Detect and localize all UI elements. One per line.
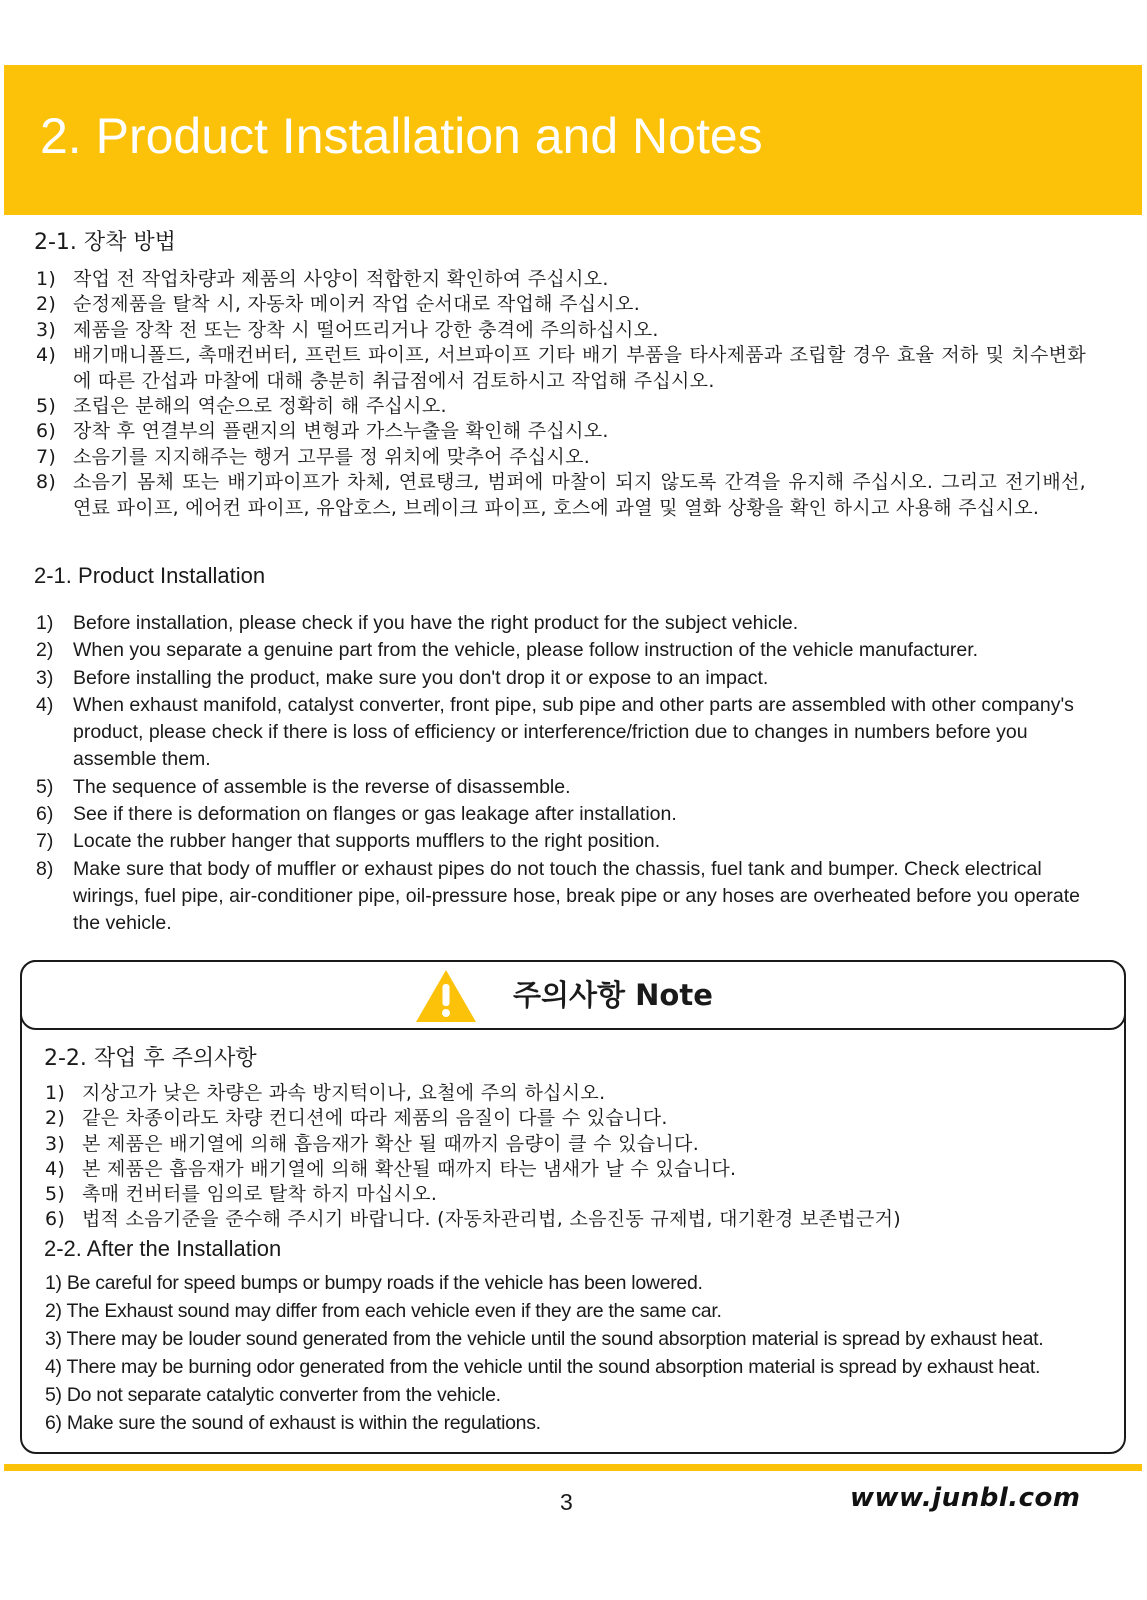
list-item-text: 소음기 몸체 또는 배기파이프가 차체, 연료탱크, 범퍼에 마찰이 되지 않도록 간격을 유지해 주십시오. 그리고 전기배선, 연료 파이프, 에어컨 파이프, 유압호스, 브레이크 파이프, 호스에 과열 및 열화 상황을 확인 하시고 사용해 주십시오.	[73, 471, 1086, 519]
list-item-number: 5)	[36, 775, 54, 798]
list-item-number: 2)	[36, 293, 57, 316]
list-item-text: When you separate a genuine part from the vehicle, please follow instruction of the vehicle manufacturer.	[73, 639, 979, 662]
list-item-number: 7)	[36, 830, 54, 853]
list-item-text: 조립은 분해의 역순으로 정확히 해 주십시오.	[73, 395, 447, 418]
list-item-text: See if there is deformation on flanges or gas leakage after installation.	[73, 803, 677, 826]
list-item-number: 3)	[45, 1132, 66, 1155]
list-item	[36, 856, 1111, 938]
list-item: 5) Do not separate catalytic converter from the vehicle.	[45, 1384, 501, 1406]
list-item	[36, 419, 1086, 444]
section-heading-install-ko: 2-1. 장착 방법	[34, 230, 176, 255]
list-item-number: 5)	[45, 1183, 66, 1206]
list-item-text: 촉매 컨버터를 임의로 탈착 하지 마십시오.	[82, 1183, 438, 1206]
list-item	[36, 343, 1086, 394]
list-item	[36, 292, 1086, 317]
list-item-text: Make sure that body of muffler or exhaust pipes do not touch the chassis, fuel tank and bumper. Check electrical wirings, fuel pipe, air-conditioner pipe, oil-pressure hose, break pipe or any hoses are overheated before you operate the vehicle.	[73, 857, 1081, 935]
list-item	[45, 1157, 1105, 1182]
list-item: 1) Be careful for speed bumps or bumpy roads if the vehicle has been lowered.	[45, 1272, 703, 1294]
after-en-list	[45, 1269, 1105, 1437]
section-heading-after-en: 2-2. After the Installation	[44, 1236, 282, 1261]
page-number: 3	[560, 1489, 573, 1515]
list-item	[36, 610, 1111, 637]
list-item	[45, 1132, 1105, 1157]
install-en-list	[36, 610, 1111, 938]
list-item-number: 4)	[36, 693, 54, 716]
list-item-text: 작업 전 작업차량과 제품의 사양이 적합한지 확인하여 주십시오.	[73, 268, 609, 290]
list-item	[36, 801, 1111, 828]
list-item	[36, 267, 1086, 292]
list-item-number: 6)	[36, 803, 54, 826]
list-item-text: 같은 차종이라도 차량 컨디션에 따라 제품의 음질이 다를 수 있습니다.	[82, 1107, 668, 1130]
list-item-number: 8)	[36, 857, 54, 880]
list-item-number: 1)	[36, 268, 57, 290]
list-item-text: 본 제품은 배기열에 의해 흡음재가 확산 될 때까지 음량이 클 수 있습니다.	[82, 1132, 700, 1155]
list-item	[45, 1106, 1105, 1131]
list-item	[45, 1182, 1105, 1207]
list-item	[36, 637, 1111, 664]
warning-triangle-icon	[415, 969, 477, 1023]
list-item-number: 1)	[45, 1082, 66, 1104]
list-item: 3) There may be louder sound generated from the vehicle until the sound absorption material is spread by exhaust heat.	[45, 1328, 1044, 1350]
list-item	[36, 665, 1111, 692]
page-title: 2. Product Installation and Notes	[40, 108, 763, 164]
list-item: 2) The Exhaust sound may differ from each vehicle even if they are the same car.	[45, 1300, 722, 1322]
list-item: 4) There may be burning odor generated from the vehicle until the sound absorption material is spread by exhaust heat.	[45, 1356, 1041, 1378]
list-item-text: 순정제품을 탈착 시, 자동차 메이커 작업 순서대로 작업해 주십시오.	[73, 293, 641, 316]
list-item: 6) Make sure the sound of exhaust is within the regulations.	[45, 1412, 541, 1434]
list-item	[36, 692, 1111, 774]
after-ko-list	[45, 1081, 1105, 1233]
install-ko-list	[36, 267, 1086, 521]
list-item	[36, 774, 1111, 801]
list-item	[45, 1207, 1105, 1232]
list-item-text: Before installation, please check if you have the right product for the subject vehicle.	[73, 612, 799, 634]
list-item-number: 3)	[36, 666, 54, 689]
note-title: 주의사항 Note	[513, 978, 713, 1012]
list-item-number: 2)	[45, 1107, 66, 1130]
list-item-text: 법적 소음기준을 준수해 주시기 바랍니다. (자동차관리법, 소음진동 규제법, 대기환경 보존법근거)	[82, 1208, 902, 1231]
list-item-number: 6)	[36, 420, 57, 443]
list-item-number: 5)	[36, 395, 57, 418]
list-item-text: Before installing the product, make sure you don't drop it or expose to an impact.	[73, 666, 769, 689]
list-item-number: 2)	[36, 639, 54, 662]
list-item-text: When exhaust manifold, catalyst converter, front pipe, sub pipe and other parts are assembled with other company's product, please check if there is loss of efficiency or interference/friction due to changes in numbers before you assemble them.	[73, 693, 1074, 771]
footer-rule	[4, 1464, 1142, 1471]
list-item	[36, 445, 1086, 470]
list-item-number: 7)	[36, 445, 57, 468]
list-item-text: 소음기를 지지해주는 행거 고무를 정 위치에 맞추어 주십시오.	[73, 445, 591, 468]
list-item-text: 장착 후 연결부의 플랜지의 변형과 가스누출을 확인해 주십시오.	[73, 420, 609, 443]
section-heading-after-ko: 2-2. 작업 후 주의사항	[44, 1046, 257, 1071]
list-item-text: 제품을 장착 전 또는 장착 시 떨어뜨리거나 강한 충격에 주의하십시오.	[73, 318, 659, 341]
list-item-text: 본 제품은 흡음재가 배기열에 의해 확산될 때까지 타는 냄새가 날 수 있습니다.	[82, 1157, 737, 1180]
list-item-text: Locate the rubber hanger that supports mufflers to the right position.	[73, 830, 661, 853]
list-item-text: 배기매니폴드, 촉매컨버터, 프런트 파이프, 서브파이프 기타 배기 부품을 타사제품과 조립할 경우 효율 저하 및 치수변화에 따른 간섭과 마찰에 대해 충분히 취급점에서 검토하시고 작업해 주십시오.	[73, 344, 1086, 392]
section-heading-install-en: 2-1. Product Installation	[34, 563, 266, 588]
list-item-text: 지상고가 낮은 차량은 과속 방지턱이나, 요철에 주의 하십시오.	[82, 1082, 606, 1104]
list-item-number: 4)	[36, 344, 57, 367]
list-item	[36, 828, 1111, 855]
list-item	[45, 1081, 1105, 1106]
list-item-number: 1)	[36, 612, 54, 634]
list-item	[36, 394, 1086, 419]
list-item	[36, 318, 1086, 343]
list-item-number: 3)	[36, 318, 57, 341]
list-item-number: 4)	[45, 1157, 66, 1180]
list-item-number: 8)	[36, 471, 57, 494]
website-link[interactable]: www.junbl.com	[850, 1483, 1081, 1513]
list-item-number: 6)	[45, 1208, 66, 1231]
list-item	[36, 470, 1086, 521]
list-item-text: The sequence of assemble is the reverse of disassemble.	[73, 775, 571, 798]
